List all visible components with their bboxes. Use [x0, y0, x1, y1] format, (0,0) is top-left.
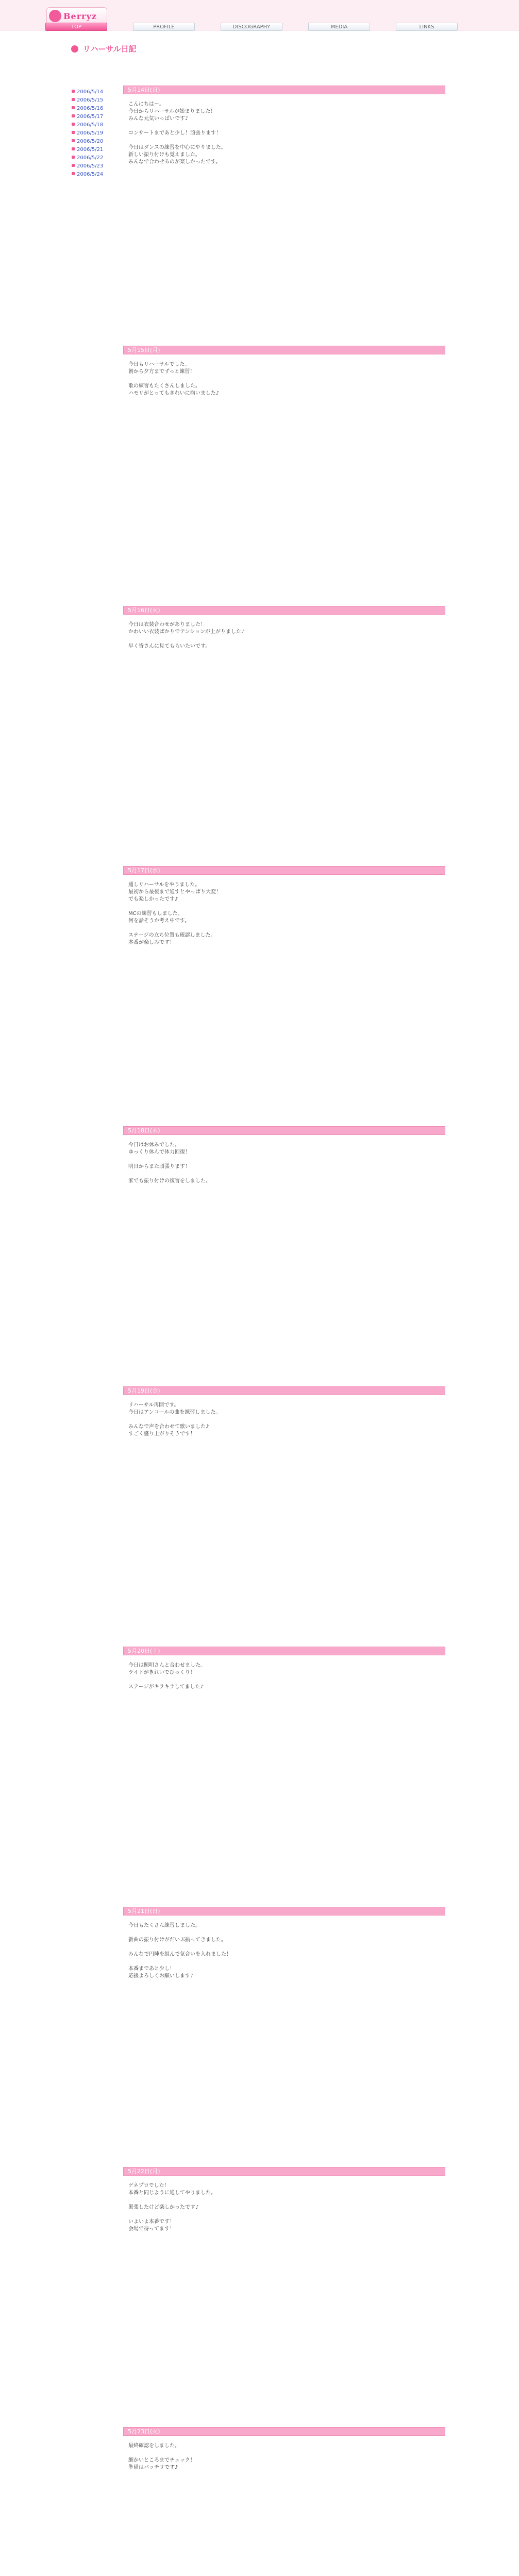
bullet-icon	[72, 90, 75, 93]
entry-body	[128, 1922, 443, 1980]
bullet-icon	[72, 106, 75, 109]
sidebar-date-link[interactable]: 2006/5/14	[72, 89, 121, 95]
sidebar-date-link[interactable]: 2006/5/17	[72, 113, 121, 120]
entry-line	[128, 2197, 443, 2204]
entry-body	[128, 361, 443, 397]
diary-entry	[123, 606, 445, 856]
entry-line: 最初から最後まで通すとやっぱり大変！	[128, 889, 221, 895]
sidebar-date-link[interactable]: 2006/5/20	[72, 138, 121, 145]
entry-body	[128, 1402, 443, 1438]
diary-entry	[123, 1386, 445, 1636]
logo-text: Berryz	[63, 11, 97, 21]
entry-line: 今日はアンコールの曲を練習しました。	[128, 1410, 221, 1415]
entry-line: 今日は照明さんと合わせました。	[128, 1663, 206, 1668]
diary-entry	[123, 1647, 445, 1896]
entry-line: みんな元気いっぱいです♪	[128, 116, 189, 122]
bullet-icon	[72, 114, 75, 117]
entry-line: 本番と同じように通してやりました。	[128, 2190, 216, 2196]
bullet-icon	[72, 164, 75, 167]
entry-line: 細かいところまでチェック！	[128, 2458, 195, 2463]
bullet-icon	[72, 131, 75, 134]
diary-entry	[123, 1907, 445, 2157]
diary-entry	[123, 86, 445, 335]
nav-profile[interactable]: PROFILE	[133, 23, 195, 31]
entry-line: 歌の練習もたくさんしました。	[128, 383, 200, 389]
entry-line: ゆっくり休んで体力回復！	[128, 1149, 190, 1155]
entry-line: 今日は衣装合わせがありました！	[128, 622, 206, 628]
entry-line	[128, 2450, 443, 2457]
entry-line: 明日からまた頑張ります！	[128, 1164, 190, 1170]
entry-line: コンサートまであと少し！頑張ります！	[128, 130, 221, 136]
entry-line: 新曲の振り付けがだいぶ揃ってきました。	[128, 1937, 226, 1943]
entry-date-header: 5月22日(月)	[123, 2167, 445, 2176]
flower-icon	[71, 45, 78, 53]
bullet-icon	[72, 156, 75, 159]
entry-line: 今日もたくさん練習しました。	[128, 1923, 200, 1928]
entry-body	[128, 1142, 443, 1185]
nav-links[interactable]: LINKS	[396, 23, 458, 31]
entry-line: 最終確認をしました。	[128, 2443, 180, 2449]
entry-body	[128, 1662, 443, 1691]
entry-line	[128, 123, 443, 130]
entry-line: 今日はダンスの練習を中心にやりました。	[128, 145, 226, 150]
entry-date-header: 5月20日(土)	[123, 1647, 445, 1655]
entry-line	[128, 1156, 443, 1163]
entry-line: ハモリがとってもきれいに揃いました♪	[128, 391, 220, 396]
entry-line: いよいよ本番です！	[128, 2219, 175, 2225]
nav-discography[interactable]: DISCOGRAPHY	[221, 23, 282, 31]
entry-line: 準備はバッチリです♪	[128, 2465, 178, 2470]
diary-entry	[123, 1126, 445, 1376]
entry-line: かわいい衣装ばかりでテンションが上がりました♪	[128, 629, 245, 635]
entry-line: 緊張したけど楽しかったです♪	[128, 2205, 199, 2210]
entry-body	[128, 621, 443, 650]
entry-line: みんなで円陣を組んで気合いを入れました！	[128, 1952, 231, 1957]
bullet-icon	[72, 172, 75, 175]
page-title: リハーサル日記	[71, 44, 380, 54]
diary-entry	[123, 2427, 445, 2576]
entry-line: 早く皆さんに見てもらいたいです。	[128, 643, 211, 649]
sidebar-date-link[interactable]: 2006/5/24	[72, 171, 121, 178]
entry-date-header: 5月16日(火)	[123, 606, 445, 615]
entry-date-header: 5月18日(木)	[123, 1126, 445, 1135]
entry-date-header: 5月14日(日)	[123, 86, 445, 94]
sidebar-date-link[interactable]: 2006/5/21	[72, 146, 121, 153]
entry-line: リハーサル再開です。	[128, 1402, 179, 1408]
entry-line: 今日からリハーサルが始まりました！	[128, 109, 216, 114]
entry-line: 本番まであと少し！	[128, 1966, 175, 1972]
entry-line: 何を話そうか考え中です。	[128, 918, 190, 924]
sidebar-date-link[interactable]: 2006/5/23	[72, 163, 121, 170]
entry-line: ステージの立ち位置も確認しました。	[128, 933, 216, 938]
entry-line: ライトがきれいでびっくり！	[128, 1670, 195, 1675]
sidebar-date-link[interactable]: 2006/5/16	[72, 105, 121, 112]
entry-line: 家でも振り付けの復習をしました。	[128, 1178, 211, 1184]
entry-line	[128, 1171, 443, 1178]
diary-content	[123, 86, 445, 2576]
entry-body	[128, 101, 443, 166]
entry-line	[128, 1416, 443, 1423]
entry-line	[128, 137, 443, 144]
entry-line: MCの練習もしました。	[128, 911, 183, 917]
entry-line: 応援よろしくお願いします♪	[128, 1973, 194, 1979]
entry-line	[128, 1929, 443, 1937]
entry-line: 新しい振り付けも覚えました。	[128, 152, 200, 158]
entry-body	[128, 882, 443, 946]
diary-entry	[123, 866, 445, 1116]
entry-date-header: 5月15日(月)	[123, 346, 445, 354]
nav-media[interactable]: MEDIA	[308, 23, 370, 31]
entry-line: こんにちは～。	[128, 101, 164, 107]
entry-line: 今日はお休みでした。	[128, 1142, 180, 1148]
entry-line	[128, 2211, 443, 2218]
logo-icon	[49, 10, 61, 22]
entry-line: 今日もリハーサルでした。	[128, 362, 190, 367]
entry-line: みんなで合わせるのが楽しかったです。	[128, 159, 221, 165]
sidebar-date-link[interactable]: 2006/5/15	[72, 97, 121, 104]
date-sidebar	[72, 89, 121, 212]
entry-line: 会場で待ってます！	[128, 2226, 175, 2232]
bullet-icon	[72, 123, 75, 126]
entry-body	[128, 2182, 443, 2233]
entry-date-header: 5月17日(水)	[123, 866, 445, 875]
entry-line: 本番が楽しみです！	[128, 940, 175, 945]
entry-body	[128, 2443, 443, 2471]
sidebar-date-link[interactable]: 2006/5/18	[72, 122, 121, 128]
sidebar-date-link[interactable]: 2006/5/19	[72, 130, 121, 137]
bullet-icon	[72, 98, 75, 101]
diary-entry	[123, 346, 445, 596]
entry-line	[128, 1958, 443, 1965]
entry-line	[128, 1944, 443, 1951]
entry-line: 通しリハーサルをやりました。	[128, 882, 200, 888]
bullet-icon	[72, 139, 75, 142]
diary-entry	[123, 2167, 445, 2417]
entry-line	[128, 376, 443, 383]
bullet-icon	[72, 147, 75, 150]
entry-line	[128, 903, 443, 910]
entry-date-header: 5月23日(火)	[123, 2427, 445, 2436]
entry-line: ゲネプロでした！	[128, 2183, 170, 2189]
site-header	[0, 0, 519, 30]
nav-top[interactable]: TOP	[45, 23, 107, 31]
entry-date-header: 5月21日(日)	[123, 1907, 445, 1916]
entry-line	[128, 925, 443, 932]
entry-line: でも楽しかったです♪	[128, 896, 178, 902]
global-nav	[45, 23, 478, 32]
entry-line: みんなで声を合わせて歌いました♪	[128, 1424, 209, 1430]
sidebar-date-link[interactable]: 2006/5/22	[72, 155, 121, 161]
entry-line: 朝から夕方までずっと練習！	[128, 369, 195, 375]
entry-line	[128, 636, 443, 643]
entry-date-header: 5月19日(金)	[123, 1386, 445, 1395]
entry-line: すごく盛り上がりそうです！	[128, 1431, 195, 1437]
entry-line: ステージがキラキラしてました♪	[128, 1684, 204, 1690]
entry-line	[128, 1676, 443, 1684]
site-logo[interactable]	[46, 7, 107, 25]
